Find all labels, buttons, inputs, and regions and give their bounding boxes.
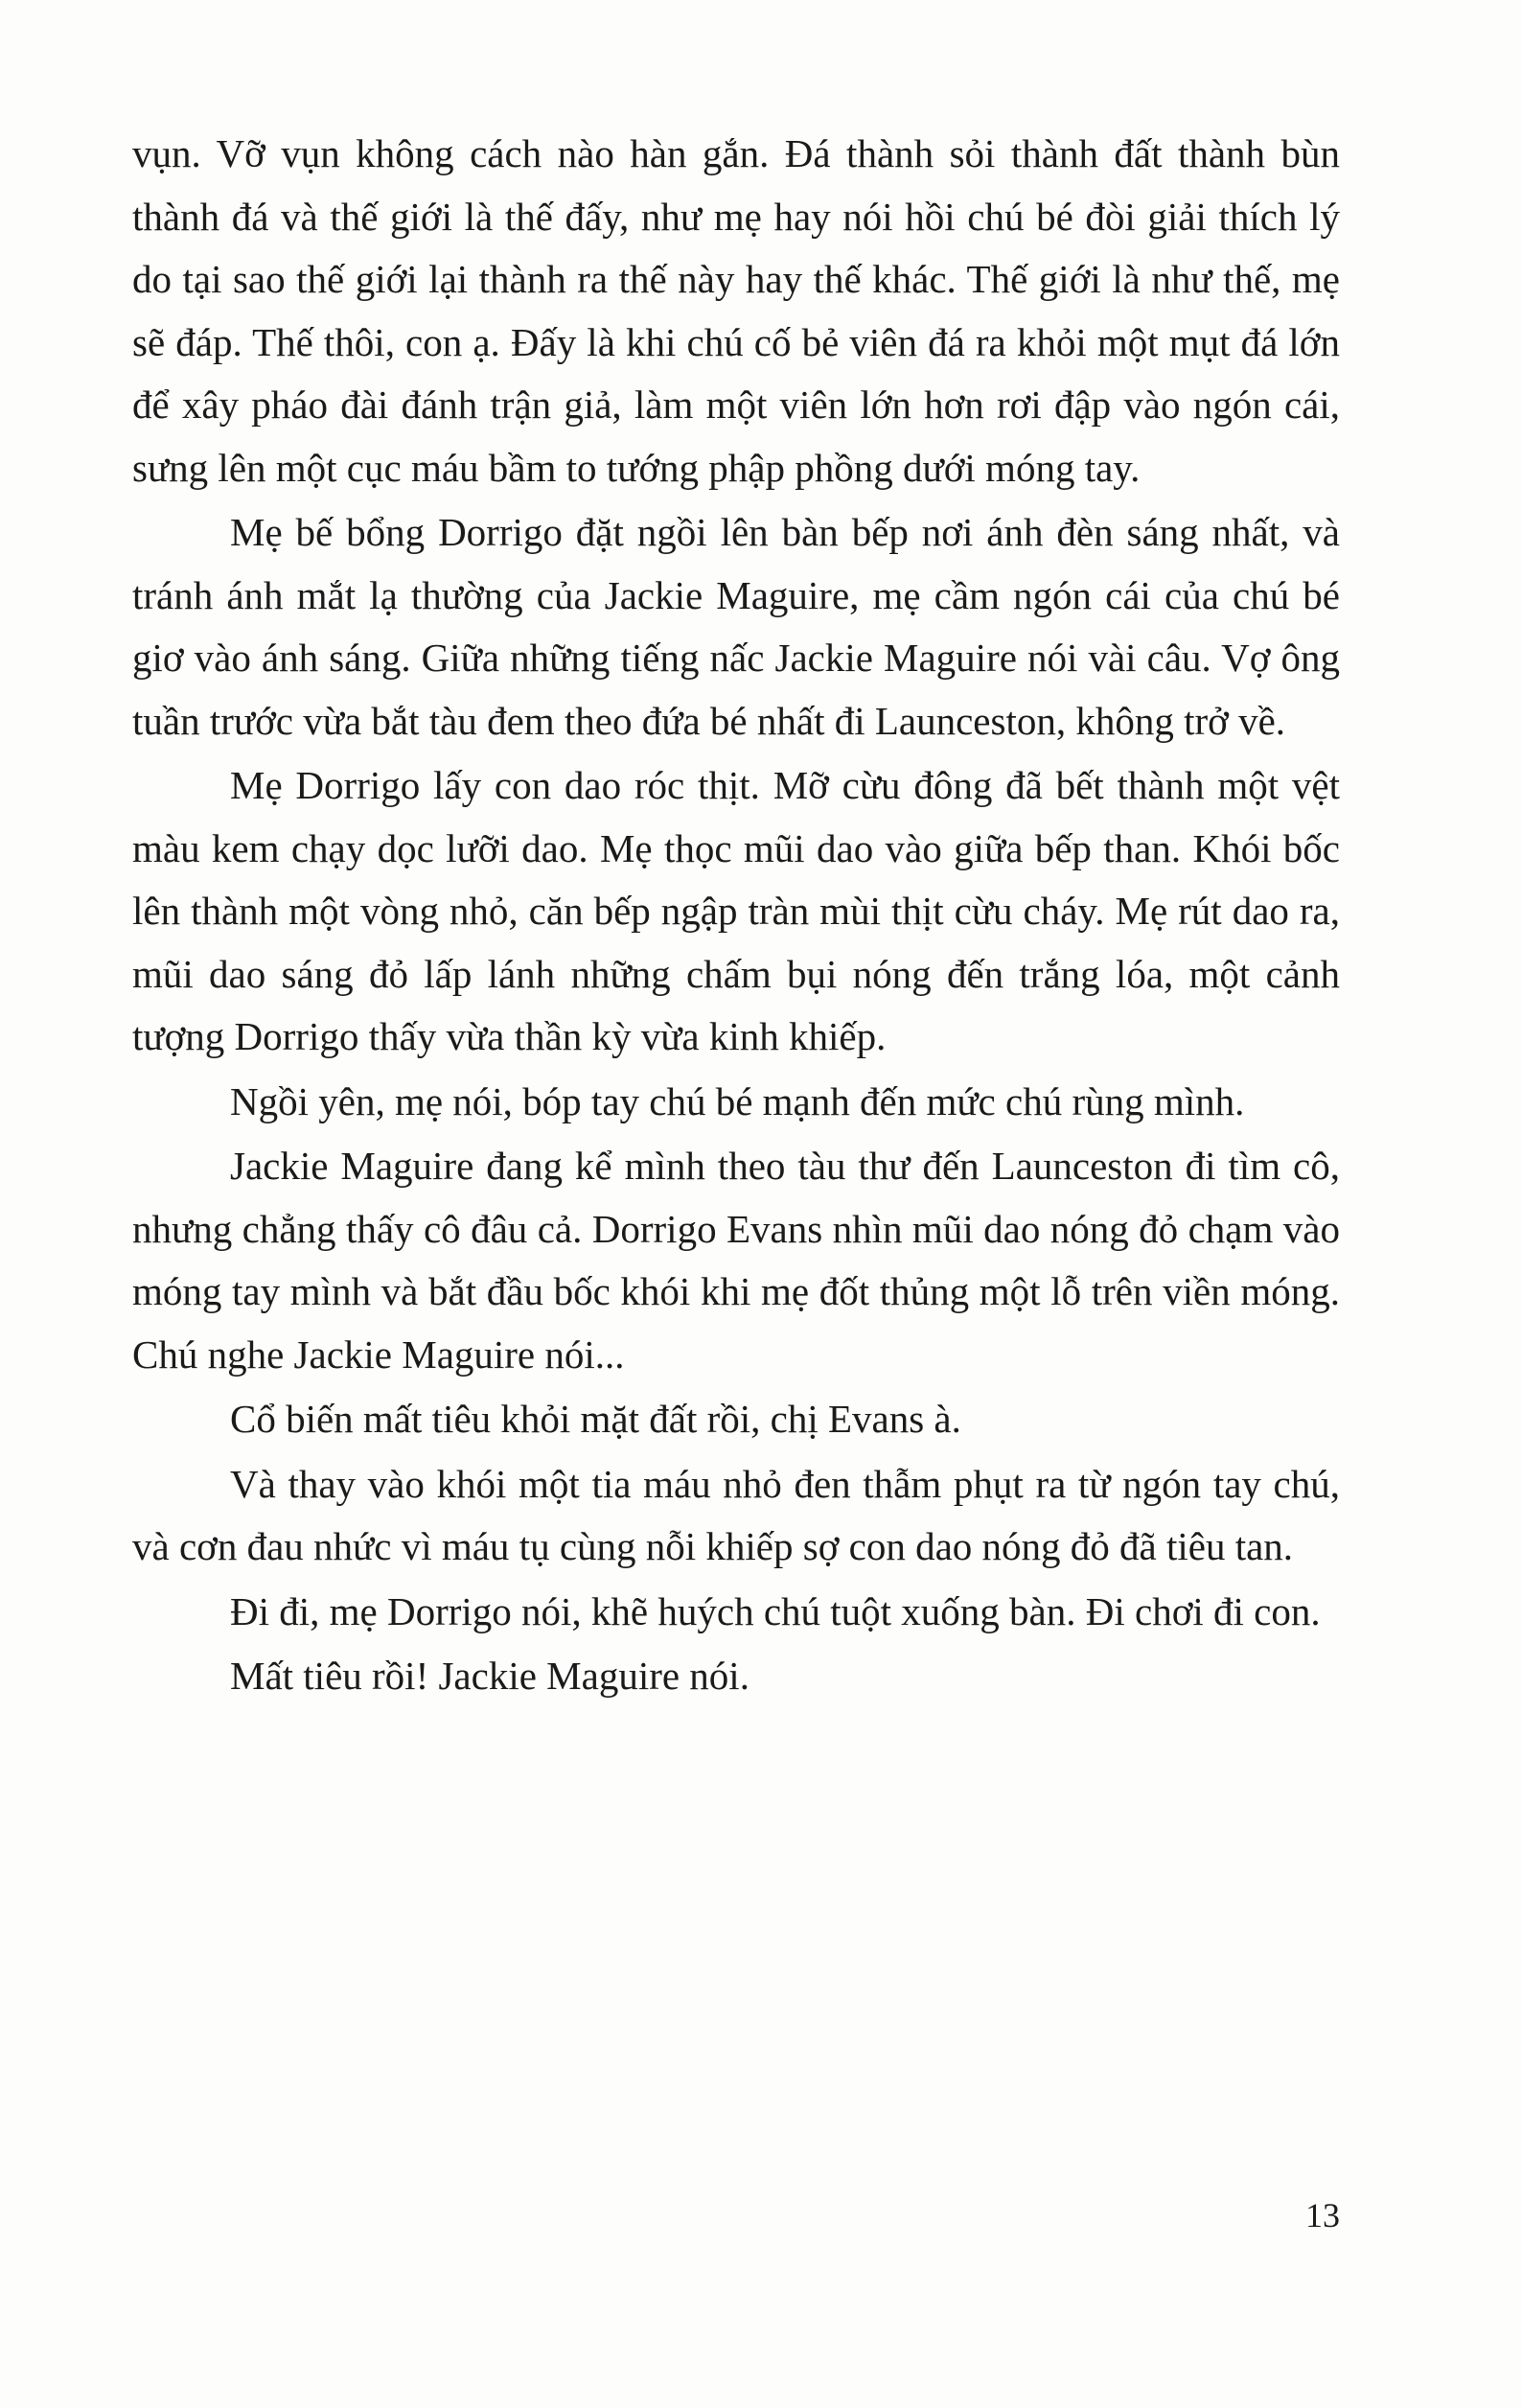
paragraph-8: Đi đi, mẹ Dorrigo nói, khẽ huých chú tuột xuống bàn. Đi chơi đi con. <box>230 1588 1321 1633</box>
paragraph-5: Jackie Maguire đang kể mình theo tàu thư đến Launceston đi tìm cô, nhưng chẳng thấy cô đâu cả. Dorrigo Evans nhìn mũi dao nóng đỏ chạm vào móng tay mình và bắt đầu bốc khói khi mẹ đốt thủng một lỗ trên viền móng. Chú nghe Jackie Maguire nói... <box>132 1144 1340 1377</box>
paragraph-2: Mẹ bế bổng Dorrigo đặt ngồi lên bàn bếp nơi ánh đèn sáng nhất, và tránh ánh mắt lạ thường của Jackie Maguire, mẹ cầm ngón cái của chú bé giơ vào ánh sáng. Giữa những tiếng nấc Jackie Maguire nói vài câu. Vợ ông tuần trước vừa bắt tàu đem theo đứa bé nhất đi Launceston, không trở về. <box>132 510 1340 743</box>
paragraph-4: Ngồi yên, mẹ nói, bóp tay chú bé mạnh đến mức chú rùng mình. <box>230 1078 1245 1123</box>
paragraph-3: Mẹ Dorrigo lấy con dao róc thịt. Mỡ cừu đông đã bết thành một vệt màu kem chạy dọc lưỡi dao. Mẹ thọc mũi dao vào giữa bếp than. Khói bốc lên thành một vòng nhỏ, căn bếp ngập tràn mùi thịt cừu cháy. Mẹ rút dao ra, mũi dao sáng đỏ lấp lánh những chấm bụi nóng đến trắng lóa, một cảnh tượng Dorrigo thấy vừa thần kỳ vừa kinh khiếp. <box>132 763 1340 1058</box>
page-number: 13 <box>1305 2196 1340 2234</box>
paragraph-9: Mất tiêu rồi! Jackie Maguire nói. <box>230 1654 749 1698</box>
body-text <box>132 123 1340 1710</box>
paragraph-1: vụn. Vỡ vụn không cách nào hàn gắn. Đá thành sỏi thành đất thành bùn thành đá và thế giới là thế đấy, như mẹ hay nói hồi chú bé đòi giải thích lý do tại sao thế giới lại thành ra thế này hay thế khác. Thế giới là như thế, mẹ sẽ đáp. Thế thôi, con ạ. Đấy là khi chú cố bẻ viên đá ra khỏi một mụt đá lớn để xây pháo đài đánh trận giả, làm một viên lớn hơn rơi đập vào ngón cái, sưng lên một cục máu bầm to tướng phập phồng dưới móng tay. <box>132 131 1340 490</box>
paragraph-7: Và thay vào khói một tia máu nhỏ đen thẫm phụt ra từ ngón tay chú, và cơn đau nhức vì máu tụ cùng nỗi khiếp sợ con dao nóng đỏ đã tiêu tan. <box>132 1461 1340 1568</box>
paragraph-6: Cổ biến mất tiêu khỏi mặt đất rồi, chị Evans à. <box>230 1397 961 1441</box>
